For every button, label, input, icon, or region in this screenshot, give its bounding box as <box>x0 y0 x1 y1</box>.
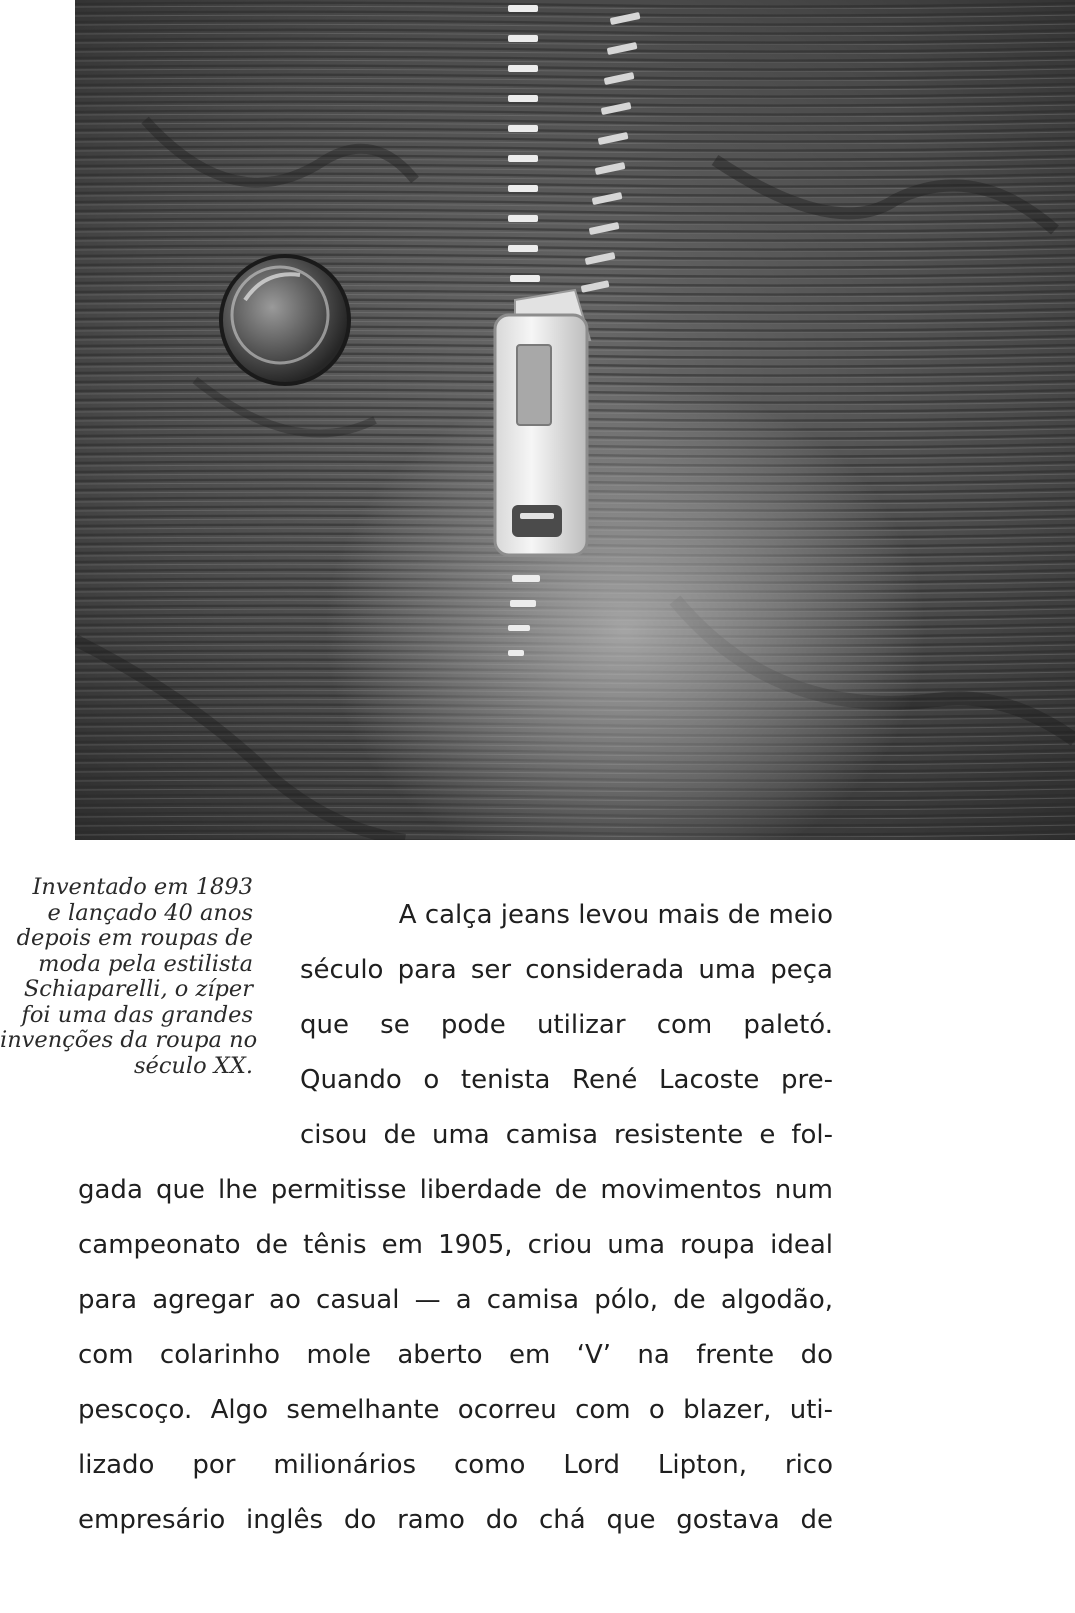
body-line: século para ser considerada uma peça <box>300 955 833 985</box>
body-line: A calça jeans levou mais de meio <box>398 900 833 930</box>
body-line: campeonato de tênis em 1905, criou uma roupa ideal <box>78 1230 833 1260</box>
body-line: gada que lhe permitisse liberdade de movimentos num <box>78 1175 833 1205</box>
caption-line: e lançado 40 anos <box>47 899 253 926</box>
body-line: com colarinho mole aberto em ‘V’ na frente do <box>78 1340 833 1370</box>
body-line: empresário inglês do ramo do chá que gostava de <box>78 1505 833 1535</box>
body-line: para agregar ao casual — a camisa pólo, de algodão, <box>78 1285 833 1315</box>
caption-line: moda pela estilista <box>38 950 253 977</box>
body-line: Quando o tenista René Lacoste pre- <box>300 1065 833 1095</box>
caption-line: século XX. <box>133 1052 253 1079</box>
body-line: que se pode utilizar com paletó. <box>300 1010 833 1040</box>
caption-line: invenções da roupa no <box>0 1027 258 1053</box>
caption-line: depois em roupas de <box>16 925 253 951</box>
body-line: lizado por milionários como Lord Lipton, rico <box>78 1450 833 1480</box>
body-line: cisou de uma camisa resistente e fol- <box>300 1120 833 1150</box>
caption-line: Inventado em 1893 <box>32 874 253 900</box>
caption-line: Schiaparelli, o zíper <box>23 976 253 1002</box>
caption-line: foi uma das grandes <box>21 1001 253 1028</box>
body-line: pescoço. Algo semelhante ocorreu com o blazer, uti- <box>78 1395 833 1425</box>
